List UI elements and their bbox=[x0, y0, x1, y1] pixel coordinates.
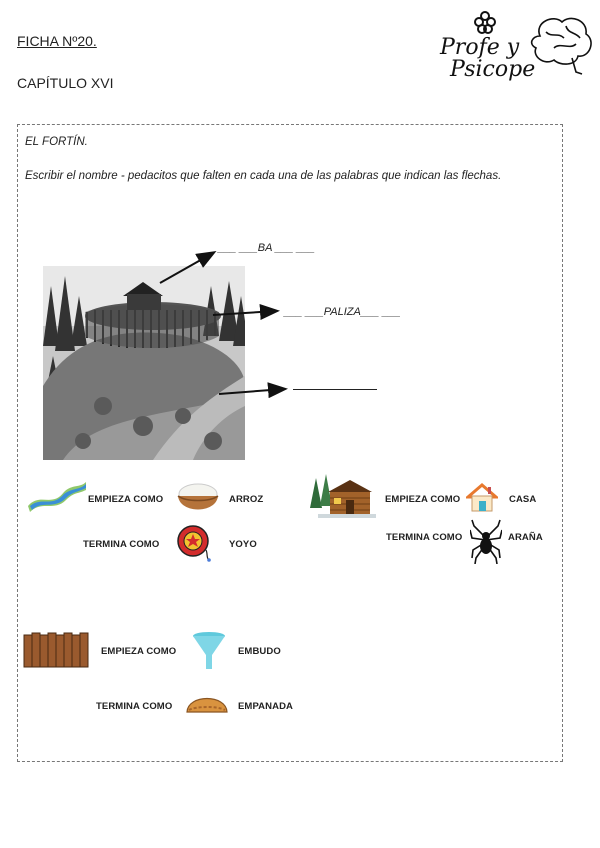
casa-start-label: EMPIEZA COMO bbox=[385, 494, 461, 505]
casa-end-label: TERMINA COMO bbox=[386, 532, 463, 543]
fence-icon bbox=[23, 631, 93, 669]
fort-illustration bbox=[43, 266, 245, 460]
rice-bowl-icon bbox=[176, 480, 220, 516]
empalizada-start-label: EMPIEZA COMO bbox=[101, 646, 177, 657]
blank-word-2[interactable]: ___ ___PALIZA___ ___ bbox=[284, 306, 401, 318]
house-icon bbox=[466, 482, 498, 514]
cabin-icon bbox=[306, 472, 376, 520]
exercise-subtitle: EL FORTÍN. bbox=[25, 136, 88, 148]
empanada-icon bbox=[184, 686, 230, 718]
flower-icon bbox=[475, 12, 495, 33]
logo-line2: Psicope bbox=[450, 57, 536, 82]
blank-word-1[interactable]: ___ ___BA ___ ___ bbox=[218, 242, 315, 254]
empalizada-end-word: EMPANADA bbox=[238, 701, 293, 712]
casa-start-word: CASA bbox=[509, 494, 537, 505]
rio-start-label: EMPIEZA COMO bbox=[88, 494, 164, 505]
river-icon bbox=[26, 478, 88, 512]
rio-end-label: TERMINA COMO bbox=[83, 539, 160, 550]
rio-start-word: ARROZ bbox=[229, 494, 264, 505]
exercise-instruction: Escribir el nombre - pedacitos que falten en cada una de las palabras que indican las flechas. bbox=[25, 170, 502, 182]
chapter-title: CAPÍTULO XVI bbox=[17, 75, 114, 91]
yoyo-icon bbox=[176, 524, 212, 562]
empalizada-start-word: EMBUDO bbox=[238, 646, 281, 657]
profe-y-psicope-logo bbox=[436, 8, 596, 88]
casa-end-word: ARAÑA bbox=[508, 532, 543, 543]
logo-line1: Profe y bbox=[440, 35, 520, 60]
rio-end-word: YOYO bbox=[229, 539, 257, 550]
empalizada-end-label: TERMINA COMO bbox=[96, 701, 173, 712]
worksheet-number: FICHA Nº20. bbox=[17, 33, 97, 49]
blank-word-3[interactable] bbox=[293, 379, 377, 390]
spider-icon bbox=[470, 518, 502, 564]
funnel-icon bbox=[191, 631, 227, 671]
brain-icon bbox=[532, 18, 591, 74]
